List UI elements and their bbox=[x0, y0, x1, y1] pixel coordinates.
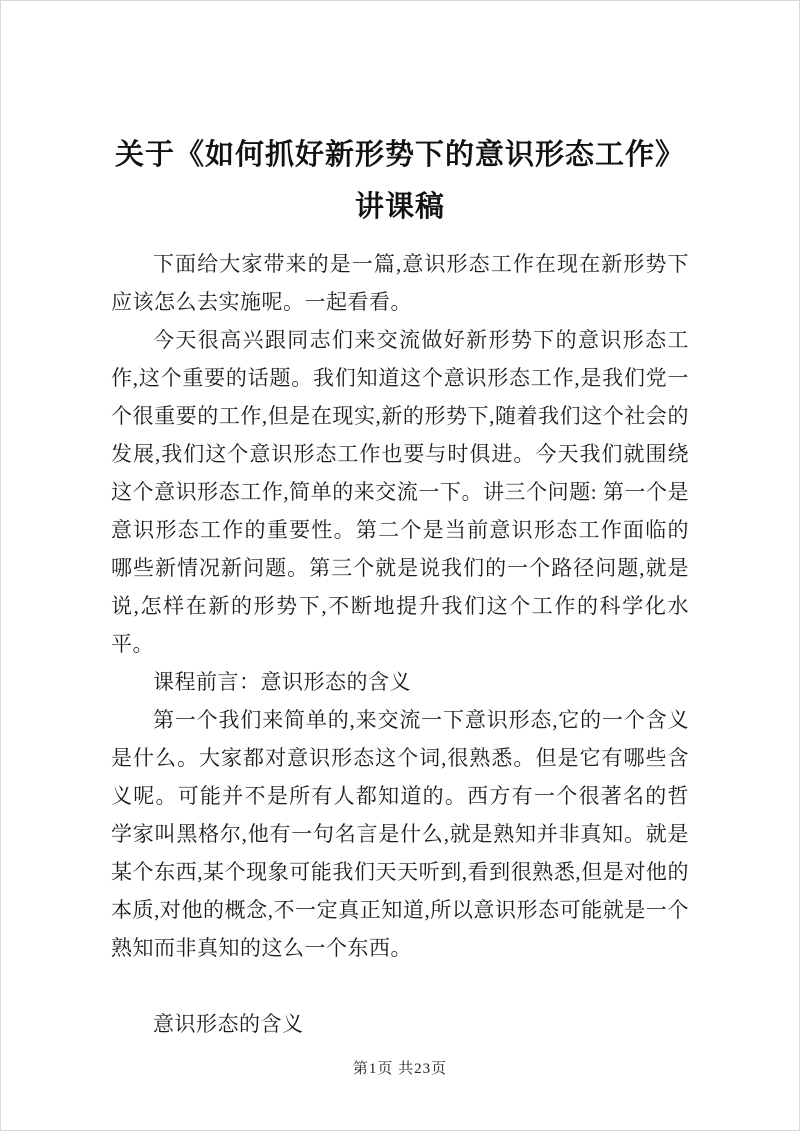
paragraph: 第一个我们来简单的,来交流一下意识形态,它的一个含义是什么。大家都对意识形态这个词,很熟悉。但是它有哪些含义呢。可能并不是所有人都知道的。西方有一个很著名的哲学家叫黑格尔,他有一句名言是什么,就是熟知并非真知。就是某个东西,某个现象可能我们天天听到,看到很熟悉,但是对他的本质,对他的概念,不一定真正知道,所以意识形态可能就是一个熟知而非真知的这么一个东西。 bbox=[111, 708, 689, 960]
paragraph: 意识形态的含义 bbox=[153, 1012, 304, 1036]
document-page bbox=[1, 1, 799, 1130]
document-content bbox=[1, 1, 799, 1043]
paragraph: 下面给大家带来的是一篇,意识形态工作在现在新形势下应该怎么去实施呢。一起看看。 bbox=[111, 252, 689, 314]
page-footer: 第1页 共23页 bbox=[352, 1061, 448, 1077]
document-title: 关于《如何抓好新形势下的意识形态工作》讲课稿 bbox=[114, 139, 685, 223]
paragraph: 课程前言：意识形态的含义 bbox=[153, 670, 411, 694]
paragraph: 今天很高兴跟同志们来交流做好新形势下的意识形态工作,这个重要的话题。我们知道这个意识形态工作,是我们党一个很重要的工作,但是在现实,新的形势下,随着我们这个社会的发展,我们这个意识形态工作也要与时俱进。今天我们就围绕这个意识形态工作,简单的来交流一下。讲三个问题: 第一个是意识形态工作的重要性。第二个是当前意识形态工作面临的哪些新情况新问题。第三个就是说我们的一个路径问题,就是说,怎样在新的形势下,不断地提升我们这个工作的科学化水平。 bbox=[111, 328, 689, 656]
